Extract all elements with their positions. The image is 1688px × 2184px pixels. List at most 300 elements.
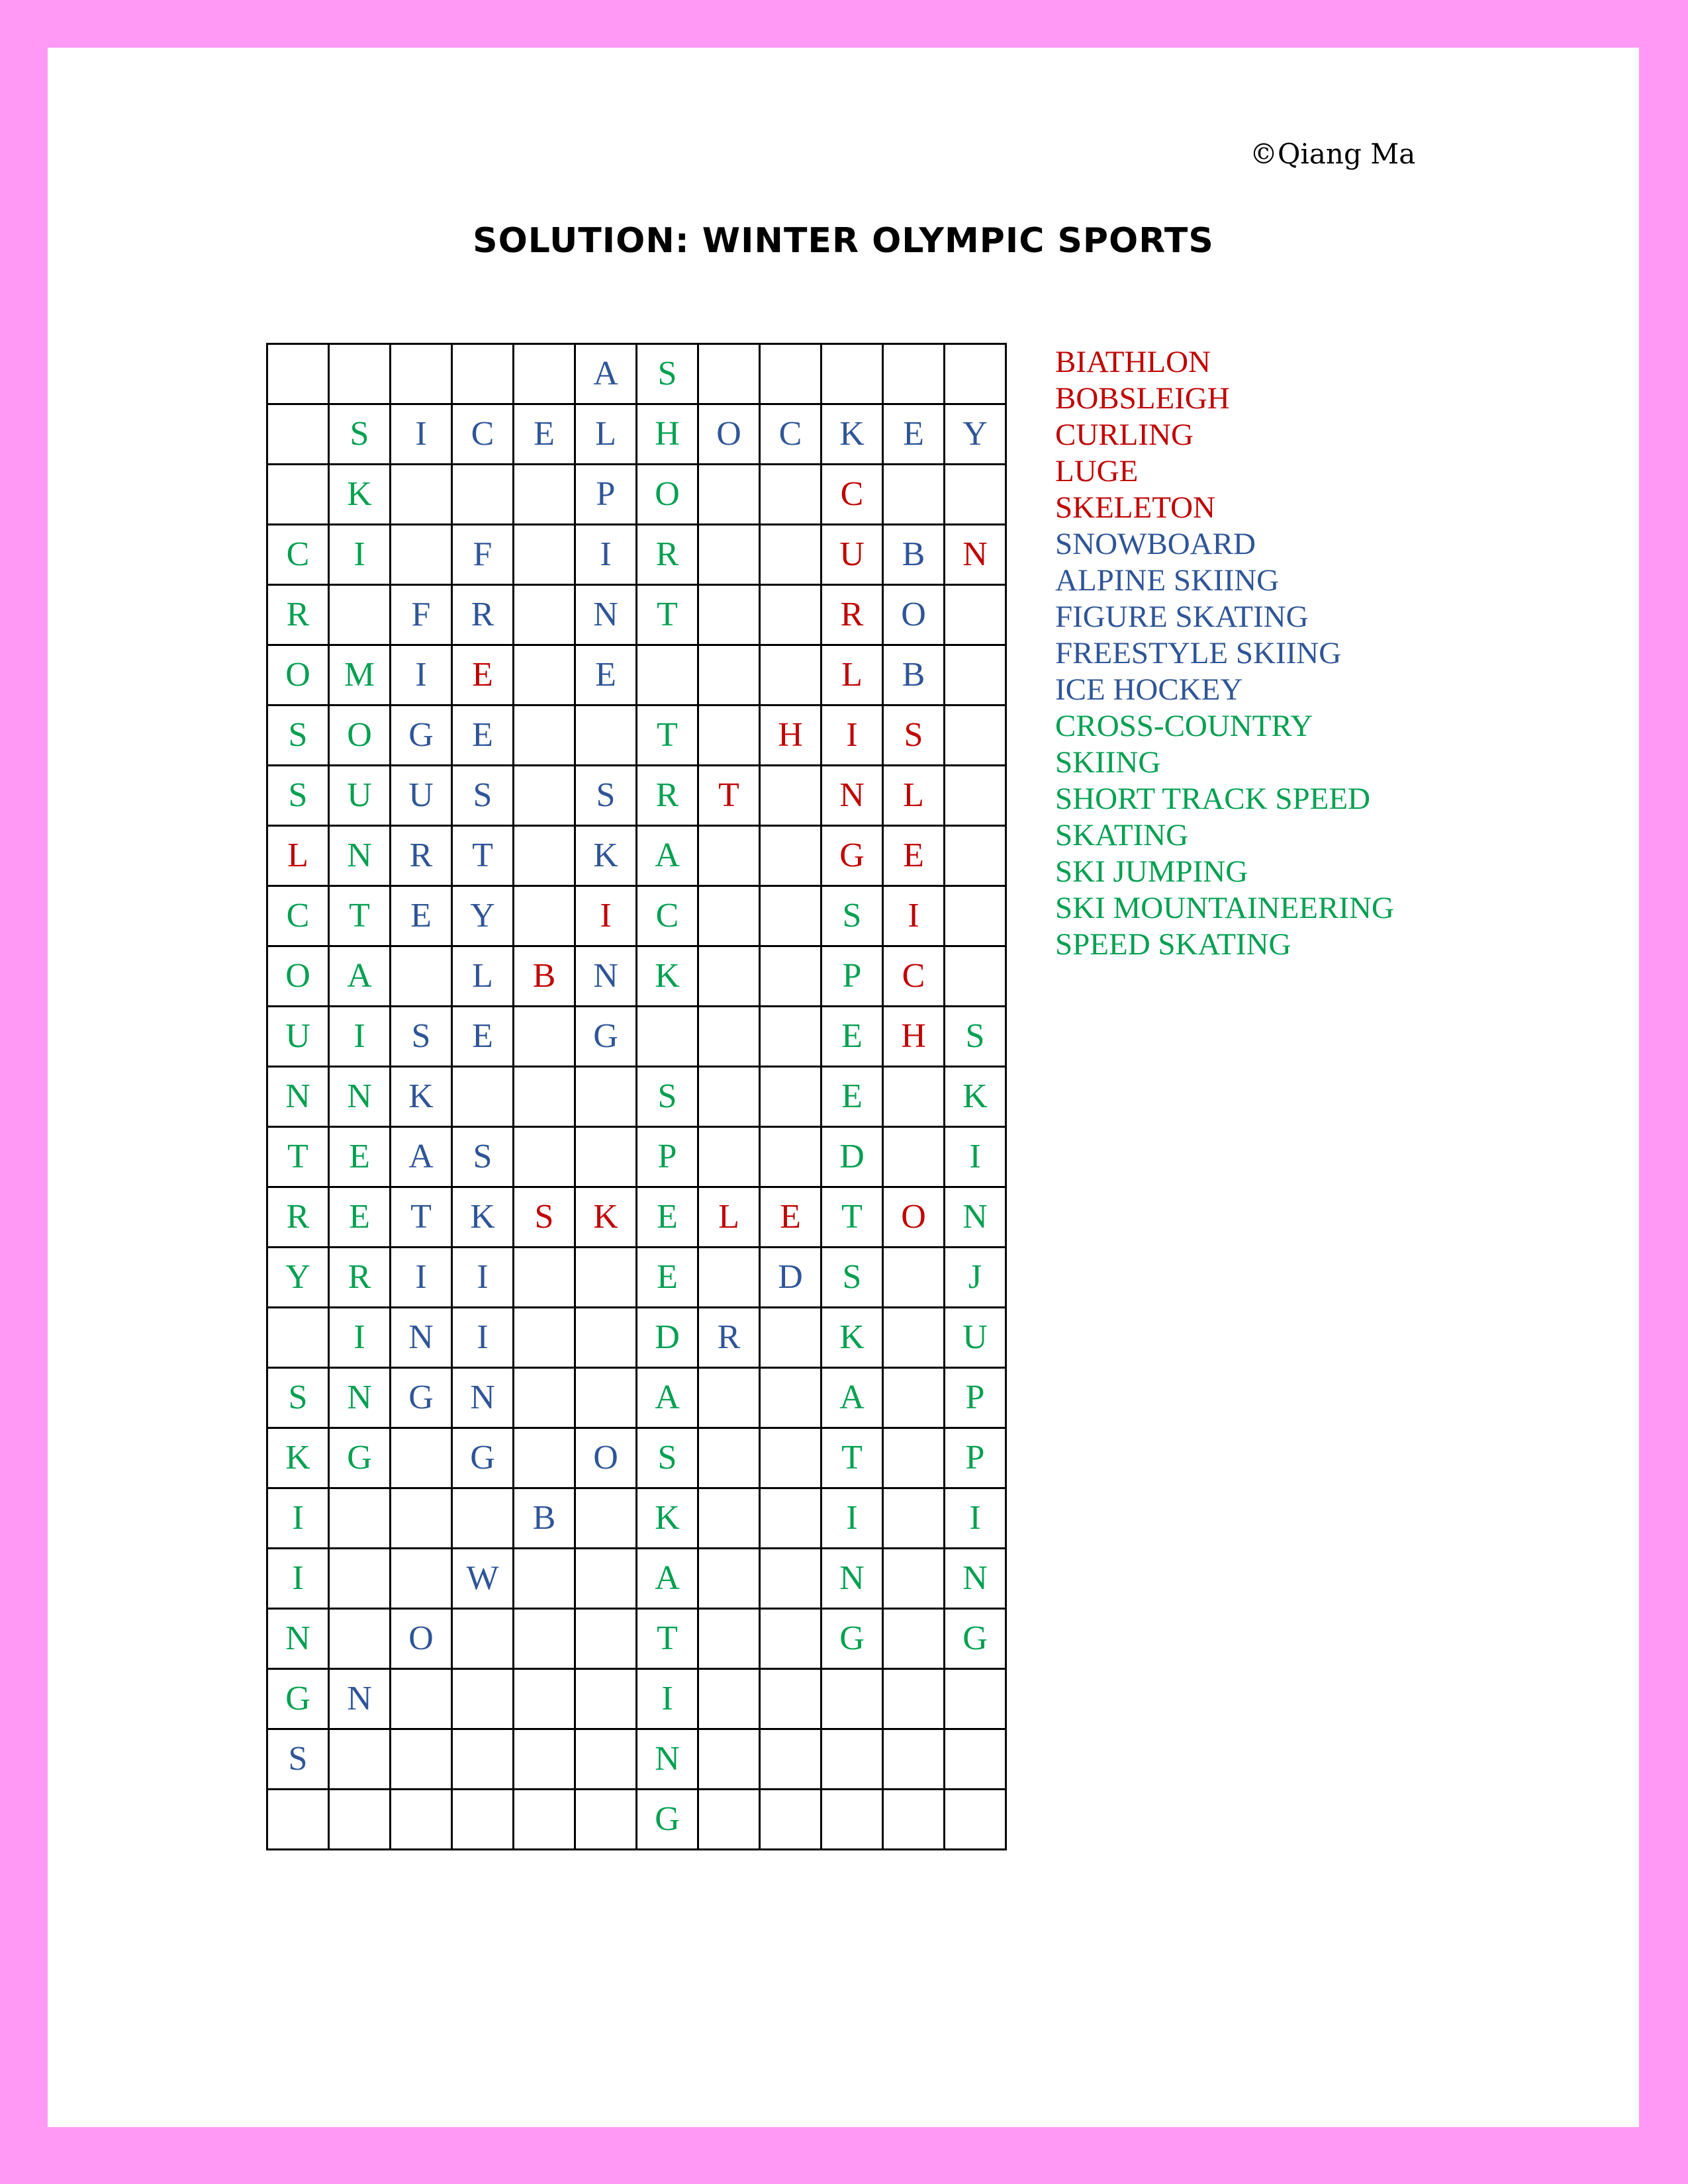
grid-cell [575,404,637,465]
grid-cell [821,705,883,766]
grid-cell [821,1428,883,1488]
grid-cell [760,1488,821,1549]
grid-row [267,886,1006,946]
grid-row [267,585,1006,645]
grid-letter: E [349,1138,370,1175]
grid-letter: S [657,355,677,392]
grid-letter: H [901,1017,926,1055]
grid-cell [760,525,821,585]
grid-cell [329,1729,391,1790]
word-list-item: SKI MOUNTAINEERING [1055,891,1394,925]
grid-cell [821,1007,883,1067]
grid-letter: A [593,355,618,392]
grid-letter: B [532,957,556,995]
grid-cell [514,946,575,1007]
grid-cell [391,1488,452,1549]
grid-letter: U [347,776,372,814]
grid-cell [637,1127,698,1187]
word-list-item: BIATHLON [1055,345,1211,379]
grid-cell [452,946,514,1007]
grid-letter: E [903,837,924,874]
grid-cell [267,1308,329,1368]
grid-cell [637,1187,698,1248]
grid-cell [883,1549,945,1609]
grid-cell [575,1609,637,1669]
grid-cell [514,826,575,886]
grid-cell [883,946,945,1007]
grid-cell [452,1007,514,1067]
grid-cell [883,1308,945,1368]
grid-cell [760,946,821,1007]
grid-letter: K [593,837,618,874]
grid-cell [329,1488,391,1549]
grid-cell [452,1067,514,1127]
grid-letter: B [902,535,925,573]
grid-letter: N [962,1198,988,1236]
grid-cell [391,1127,452,1187]
grid-letter: T [472,837,493,874]
grid-cell [760,1007,821,1067]
grid-cell [760,1729,821,1790]
grid-cell [637,1729,698,1790]
grid-letter: G [655,1800,680,1838]
grid-cell [452,525,514,585]
grid-letter: E [841,1077,863,1115]
word-list-item: LUGE [1055,454,1139,488]
grid-cell [945,946,1006,1007]
grid-cell [698,1007,760,1067]
grid-cell [637,1488,698,1549]
grid-letter: G [593,1017,618,1055]
grid-row [267,525,1006,585]
grid-letter: N [962,1559,988,1597]
grid-cell [575,1669,637,1729]
grid-letter: S [842,897,862,934]
grid-letter: F [473,535,492,573]
grid-letter: G [839,837,865,874]
grid-row [267,1127,1006,1187]
grid-cell [514,645,575,705]
grid-cell [821,826,883,886]
grid-letter: R [717,1318,741,1356]
grid-letter: E [472,716,493,754]
grid-letter: A [839,1379,865,1416]
grid-cell [883,585,945,645]
grid-cell [637,1790,698,1850]
grid-cell [267,645,329,705]
grid-letter: G [347,1439,372,1477]
grid-letter: S [411,1017,431,1055]
grid-cell [760,1368,821,1428]
grid-row [267,404,1006,465]
grid-letter: O [408,1619,434,1657]
grid-cell [883,705,945,766]
grid-cell [514,1368,575,1428]
grid-letter: I [477,1318,489,1356]
grid-cell [267,766,329,826]
grid-cell [883,1187,945,1248]
grid-letter: G [408,1379,434,1416]
grid-letter: C [655,897,679,934]
grid-cell [945,1067,1006,1127]
grid-letter: L [718,1198,739,1236]
grid-row [267,1549,1006,1609]
grid-cell [698,1187,760,1248]
grid-cell [698,404,760,465]
grid-letter: G [839,1619,865,1657]
grid-letter: I [415,415,427,453]
grid-letter: O [593,1439,618,1477]
grid-cell [575,344,637,404]
word-list-item: ALPINE SKIING [1055,563,1280,598]
grid-cell [637,1549,698,1609]
grid-cell [637,1368,698,1428]
grid-letter: T [410,1198,432,1236]
grid-letter: S [473,1138,492,1175]
grid-cell [267,1428,329,1488]
grid-cell [329,766,391,826]
grid-cell [267,1067,329,1127]
grid-cell [698,645,760,705]
grid-letter: S [904,716,923,754]
grid-cell [391,344,452,404]
grid-letter: I [600,897,612,934]
grid-cell [575,1127,637,1187]
page [48,48,1639,2127]
grid-letter: N [347,1379,372,1416]
grid-letter: N [470,1379,495,1416]
grid-cell [945,1549,1006,1609]
grid-cell [391,645,452,705]
grid-cell [821,344,883,404]
grid-cell [760,1308,821,1368]
grid-row [267,1609,1006,1669]
grid-letter: I [292,1559,304,1597]
grid-cell [883,344,945,404]
grid-cell [267,1007,329,1067]
grid-cell [329,1428,391,1488]
grid-cell [452,1308,514,1368]
grid-cell [945,1127,1006,1187]
grid-cell [945,645,1006,705]
grid-cell [945,1308,1006,1368]
grid-cell [391,705,452,766]
grid-cell [575,465,637,525]
grid-cell [329,1549,391,1609]
grid-letter: T [657,596,678,633]
grid-cell [698,826,760,886]
grid-row [267,1729,1006,1790]
grid-letter: R [655,776,679,814]
grid-cell [883,1368,945,1428]
grid-letter: R [286,596,310,633]
grid-letter: T [841,1439,863,1477]
grid-letter: O [901,1198,926,1236]
grid-cell [821,525,883,585]
grid-cell [452,1127,514,1187]
grid-cell [883,1067,945,1127]
grid-cell [637,886,698,946]
grid-letter: E [903,415,924,453]
grid-cell [514,1729,575,1790]
grid-cell [267,1729,329,1790]
grid-cell [267,1187,329,1248]
word-list-item: SKIING [1055,745,1161,780]
grid-cell [329,1007,391,1067]
grid-cell [452,404,514,465]
grid-cell [698,886,760,946]
grid-cell [698,1790,760,1850]
grid-cell [575,1549,637,1609]
grid-row [267,1187,1006,1248]
grid-cell [391,946,452,1007]
grid-letter: I [969,1138,981,1175]
grid-cell [452,344,514,404]
grid-cell [391,1067,452,1127]
grid-letter: N [347,837,372,874]
grid-cell [821,1669,883,1729]
grid-letter: S [473,776,492,814]
grid-cell [760,1549,821,1609]
grid-cell [267,1248,329,1308]
grid-letter: K [347,475,372,513]
grid-letter: E [841,1017,863,1055]
grid-letter: E [595,656,616,694]
grid-cell [760,766,821,826]
grid-cell [945,404,1006,465]
grid-cell [329,1308,391,1368]
grid-cell [514,1007,575,1067]
grid-letter: A [655,837,680,874]
grid-cell [329,946,391,1007]
grid-letter: T [657,1619,678,1657]
grid-cell [883,1007,945,1067]
grid-letter: I [908,897,919,934]
grid-cell [821,946,883,1007]
grid-cell [883,766,945,826]
grid-cell [514,1488,575,1549]
grid-cell [391,1308,452,1368]
grid-cell [760,886,821,946]
grid-cell [637,946,698,1007]
grid-row [267,946,1006,1007]
grid-cell [883,1428,945,1488]
grid-cell [391,1790,452,1850]
grid-letter: L [595,415,616,453]
grid-letter: N [655,1740,680,1778]
grid-cell [575,1187,637,1248]
grid-cell [760,1127,821,1187]
grid-cell [267,525,329,585]
grid-letter: O [285,957,310,995]
grid-letter: G [470,1439,495,1477]
grid-cell [452,1669,514,1729]
grid-cell [329,465,391,525]
grid-cell [267,1549,329,1609]
grid-letter: K [655,1499,680,1537]
grid-cell [698,525,760,585]
grid-letter: R [655,535,679,573]
grid-cell [514,1428,575,1488]
word-list-item: FREESTYLE SKIING [1055,636,1342,670]
grid-cell [821,1187,883,1248]
grid-letter: P [965,1439,985,1477]
grid-cell [452,585,514,645]
grid-letter: F [411,596,431,633]
grid-cell [452,1428,514,1488]
grid-letter: L [841,656,863,694]
grid-cell [267,1368,329,1428]
word-list-item: SHORT TRACK SPEED [1055,782,1370,816]
grid-letter: A [655,1379,680,1416]
grid-letter: N [839,1559,865,1597]
grid-cell [329,1368,391,1428]
grid-cell [329,404,391,465]
grid-cell [945,1669,1006,1729]
grid-letter: I [353,1318,365,1356]
grid-cell [821,1127,883,1187]
grid-letter: O [655,475,680,513]
grid-cell [452,465,514,525]
grid-cell [883,465,945,525]
grid-cell [698,1248,760,1308]
grid-letter: S [288,1379,308,1416]
grid-letter: U [408,776,434,814]
grid-cell [945,525,1006,585]
grid-cell [637,645,698,705]
grid-cell [760,826,821,886]
grid-letter: L [472,957,493,995]
grid-letter: R [840,596,864,633]
grid-cell [575,946,637,1007]
grid-cell [329,1609,391,1669]
grid-cell [698,344,760,404]
grid-letter: N [839,776,865,814]
grid-letter: K [470,1198,495,1236]
grid-cell [575,1428,637,1488]
grid-cell [452,1549,514,1609]
grid-cell [821,645,883,705]
grid-letter: O [347,716,372,754]
grid-row [267,1368,1006,1428]
grid-cell [945,1007,1006,1067]
grid-cell [514,886,575,946]
grid-letter: A [347,957,372,995]
grid-cell [391,1248,452,1308]
grid-letter: I [661,1680,673,1717]
grid-row [267,826,1006,886]
grid-letter: S [965,1017,985,1055]
grid-letter: U [962,1318,988,1356]
grid-cell [329,705,391,766]
grid-cell [575,1308,637,1368]
grid-cell [514,465,575,525]
grid-letter: I [846,716,858,754]
grid-cell [267,404,329,465]
word-search-grid [266,343,1007,1850]
grid-cell [945,1729,1006,1790]
grid-row [267,1007,1006,1067]
grid-cell [698,1549,760,1609]
grid-letter: L [903,776,924,814]
grid-cell [452,1187,514,1248]
grid-cell [267,946,329,1007]
word-list-item: SPEED SKATING [1055,927,1291,962]
grid-letter: E [780,1198,801,1236]
grid-letter: D [778,1258,803,1296]
word-list-item: SKELETON [1055,490,1215,525]
grid-letter: R [348,1258,371,1296]
grid-letter: A [655,1559,680,1597]
grid-letter: Y [962,415,988,453]
grid-cell [945,826,1006,886]
grid-cell [637,1067,698,1127]
grid-cell [698,946,760,1007]
grid-letter: N [593,957,618,995]
grid-cell [267,344,329,404]
grid-cell [391,1669,452,1729]
grid-cell [760,1248,821,1308]
grid-cell [821,1790,883,1850]
grid-letter: E [472,656,493,694]
grid-cell [391,465,452,525]
grid-cell [637,766,698,826]
grid-letter: G [285,1680,310,1717]
grid-cell [267,826,329,886]
grid-cell [698,705,760,766]
grid-letter: B [532,1499,556,1537]
grid-cell [391,1428,452,1488]
grid-cell [945,1187,1006,1248]
grid-cell [575,645,637,705]
grid-cell [329,585,391,645]
grid-cell [514,525,575,585]
grid-cell [514,1549,575,1609]
grid-letter: Y [285,1258,310,1296]
grid-letter: I [415,656,427,694]
grid-cell [945,585,1006,645]
grid-letter: S [288,776,308,814]
grid-cell [267,886,329,946]
grid-letter: P [657,1138,677,1175]
grid-letter: T [287,1138,308,1175]
grid-cell [821,1368,883,1428]
grid-cell [267,1669,329,1729]
grid-cell [821,465,883,525]
grid-cell [452,645,514,705]
grid-cell [452,1609,514,1669]
grid-cell [945,1488,1006,1549]
grid-cell [514,1669,575,1729]
grid-cell [945,1428,1006,1488]
grid-letter: H [655,415,680,453]
grid-letter: O [285,656,310,694]
grid-letter: R [286,1198,310,1236]
grid-cell [329,1067,391,1127]
grid-cell [883,1609,945,1669]
grid-letter: S [842,1258,862,1296]
grid-cell [452,1790,514,1850]
page-title: SOLUTION: WINTER OLYMPIC SPORTS [473,221,1214,261]
grid-letter: P [596,475,616,513]
grid-letter: I [600,535,612,573]
grid-letter: E [349,1198,370,1236]
grid-cell [329,826,391,886]
grid-cell [267,1488,329,1549]
grid-cell [452,1368,514,1428]
word-list-item: FIGURE SKATING [1055,600,1309,634]
grid-cell [575,886,637,946]
